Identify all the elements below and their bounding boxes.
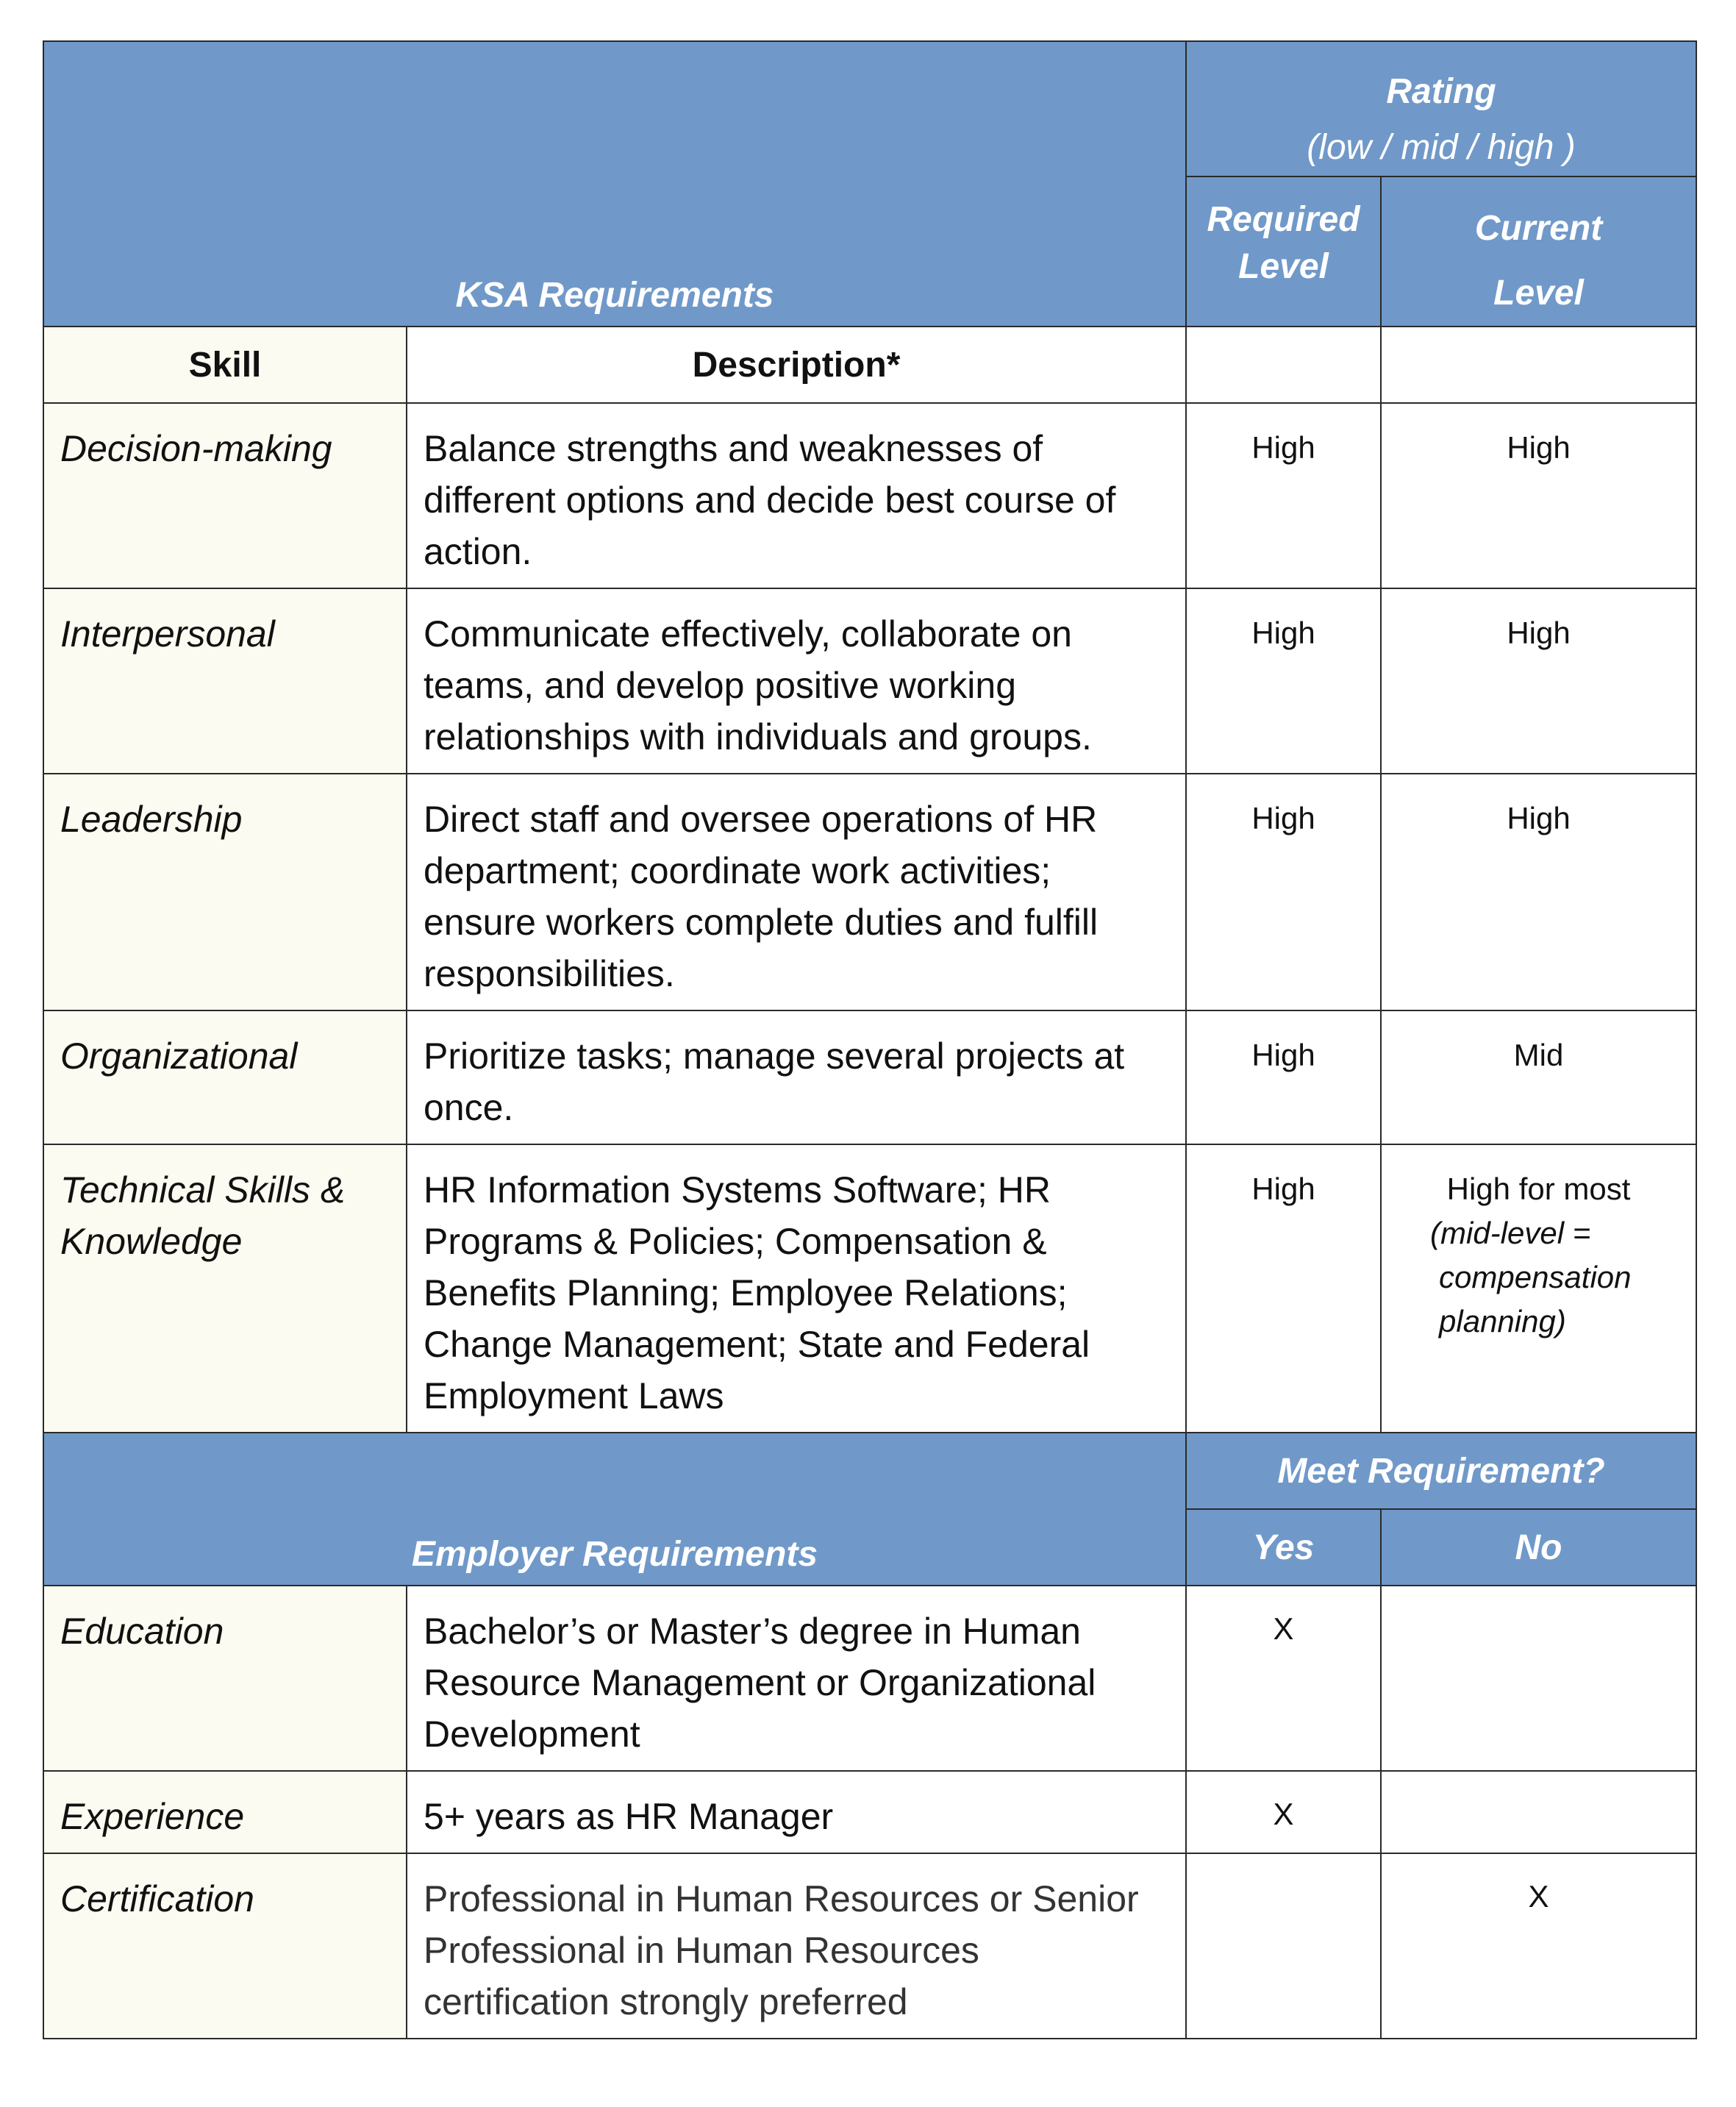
required-empty-cell xyxy=(1186,327,1381,403)
description-line: teams, and develop positive working xyxy=(424,665,1017,706)
requirement-description xyxy=(407,1853,1186,2039)
yes-mark-cell xyxy=(1186,1771,1381,1853)
current-level-value xyxy=(1381,1010,1696,1144)
yes-column-label: Yes xyxy=(1252,1527,1315,1567)
required-level-value xyxy=(1186,1144,1381,1433)
rating-title: Rating xyxy=(1386,72,1496,111)
description-line: department; coordinate work activities; xyxy=(424,850,1051,891)
requirement-name xyxy=(43,1771,407,1853)
requirement-name xyxy=(43,1853,407,2039)
table-row xyxy=(43,1586,1696,1771)
current-level-line2: Level xyxy=(1493,274,1584,313)
description-line: relationships with individuals and groups. xyxy=(424,716,1092,757)
required-level-text: High xyxy=(1251,801,1315,835)
description-line: Benefits Planning; Employee Relations; xyxy=(424,1272,1068,1313)
current-level-value xyxy=(1381,774,1696,1010)
requirement-name-text: Experience xyxy=(60,1796,245,1837)
yes-mark-cell xyxy=(1186,1586,1381,1771)
current-level-text: High xyxy=(1507,616,1571,650)
skill-name-text: Interpersonal xyxy=(60,613,275,655)
skill-description xyxy=(407,1010,1186,1144)
note-line: planning) xyxy=(1439,1304,1566,1338)
yes-mark-cell xyxy=(1186,1853,1381,2039)
table-row xyxy=(43,1853,1696,2039)
description-line: Professional in Human Resources or Senior xyxy=(424,1878,1139,1919)
current-level-value xyxy=(1381,588,1696,774)
skill-name-text: Leadership xyxy=(60,799,243,840)
requirement-description xyxy=(407,1586,1186,1771)
description-line: Change Management; State and Federal xyxy=(424,1324,1090,1365)
table-row xyxy=(43,1010,1696,1144)
current-level-text: High for most xyxy=(1446,1172,1631,1206)
skill-description xyxy=(407,1144,1186,1433)
skill-name-text: Decision-making xyxy=(60,428,332,469)
description-line: different options and decide best course of xyxy=(424,479,1116,521)
no-column-label: No xyxy=(1515,1527,1562,1567)
description-line: Prioritize tasks; manage several projects at xyxy=(424,1035,1125,1077)
current-level-note xyxy=(1382,1211,1696,1344)
description-line: Bachelor’s or Master’s degree in Human xyxy=(424,1611,1081,1652)
ksa-table xyxy=(43,40,1697,2039)
requirement-name xyxy=(43,1586,407,1771)
current-empty-cell xyxy=(1381,327,1696,403)
description-line: 5+ years as HR Manager xyxy=(424,1796,834,1837)
required-level-header xyxy=(1186,177,1381,327)
table-row xyxy=(43,1144,1696,1433)
no-mark-cell xyxy=(1381,1586,1696,1771)
skill-name xyxy=(43,774,407,1010)
meet-requirement-header xyxy=(1186,1433,1696,1509)
description-line: once. xyxy=(424,1087,514,1128)
table-row xyxy=(43,588,1696,774)
requirement-name-text: Certification xyxy=(60,1878,254,1919)
skill-description xyxy=(407,774,1186,1010)
description-line: certification strongly preferred xyxy=(424,1981,908,2022)
required-level-text: High xyxy=(1251,616,1315,650)
current-level-value xyxy=(1381,403,1696,588)
required-level-value xyxy=(1186,588,1381,774)
skill-name xyxy=(43,1010,407,1144)
required-level-line2: Level xyxy=(1238,247,1329,286)
ksa-requirements-title: KSA Requirements xyxy=(455,276,774,315)
rating-scale: (low / mid / high ) xyxy=(1307,128,1576,167)
description-line: Communicate effectively, collaborate on xyxy=(424,613,1072,655)
description-line: Programs & Policies; Compensation & xyxy=(424,1221,1047,1262)
description-line: action. xyxy=(424,531,532,572)
rating-header xyxy=(1186,41,1696,177)
skill-column-label: Skill xyxy=(188,345,262,385)
skill-name-text: Knowledge xyxy=(60,1221,243,1262)
current-level-text: High xyxy=(1507,430,1571,465)
description-line: HR Information Systems Software; HR xyxy=(424,1169,1051,1211)
current-level-text: Mid xyxy=(1513,1038,1564,1072)
description-line: Balance strengths and weaknesses of xyxy=(424,428,1043,469)
required-level-text: High xyxy=(1251,1038,1315,1072)
required-level-value xyxy=(1186,1010,1381,1144)
table-row xyxy=(43,774,1696,1010)
yes-mark: X xyxy=(1273,1611,1294,1646)
table-row xyxy=(43,403,1696,588)
required-level-value xyxy=(1186,403,1381,588)
note-line: (mid-level = xyxy=(1430,1216,1591,1250)
current-level-header xyxy=(1381,177,1696,327)
ksa-requirements-header xyxy=(43,41,1186,327)
required-level-line1: Required xyxy=(1207,200,1360,239)
description-line: responsibilities. xyxy=(424,953,675,994)
employer-requirements-header xyxy=(43,1433,1186,1586)
note-line: compensation xyxy=(1439,1260,1632,1294)
employer-requirements-title: Employer Requirements xyxy=(411,1535,818,1574)
description-line: Direct staff and oversee operations of HR xyxy=(424,799,1098,840)
description-line: ensure workers complete duties and fulfill xyxy=(424,902,1099,943)
meet-requirement-title: Meet Requirement? xyxy=(1277,1451,1605,1491)
no-mark: X xyxy=(1528,1879,1549,1914)
no-mark-cell xyxy=(1381,1771,1696,1853)
skill-column-header xyxy=(43,327,407,403)
required-level-text: High xyxy=(1251,1172,1315,1206)
skill-name xyxy=(43,403,407,588)
yes-column-header xyxy=(1186,1509,1381,1586)
skill-name xyxy=(43,1144,407,1433)
requirement-name-text: Education xyxy=(60,1611,224,1652)
skill-name xyxy=(43,588,407,774)
skill-name-text: Organizational xyxy=(60,1035,298,1077)
no-column-header xyxy=(1381,1509,1696,1586)
no-mark-cell xyxy=(1381,1853,1696,2039)
skill-description xyxy=(407,588,1186,774)
required-level-value xyxy=(1186,774,1381,1010)
description-column-label: Description* xyxy=(692,345,901,385)
yes-mark: X xyxy=(1273,1797,1294,1831)
skill-name-text: Technical Skills & xyxy=(60,1169,346,1211)
required-level-text: High xyxy=(1251,430,1315,465)
description-line: Development xyxy=(424,1714,640,1755)
requirement-description xyxy=(407,1771,1186,1853)
description-line: Professional in Human Resources xyxy=(424,1930,979,1971)
description-line: Resource Management or Organizational xyxy=(424,1662,1096,1703)
description-line: Employment Laws xyxy=(424,1375,724,1416)
table-row xyxy=(43,1771,1696,1853)
skill-description xyxy=(407,403,1186,588)
current-level-text: High xyxy=(1507,801,1571,835)
current-level-value xyxy=(1381,1144,1696,1433)
current-level-line1: Current xyxy=(1474,209,1603,248)
description-column-header xyxy=(407,327,1186,403)
